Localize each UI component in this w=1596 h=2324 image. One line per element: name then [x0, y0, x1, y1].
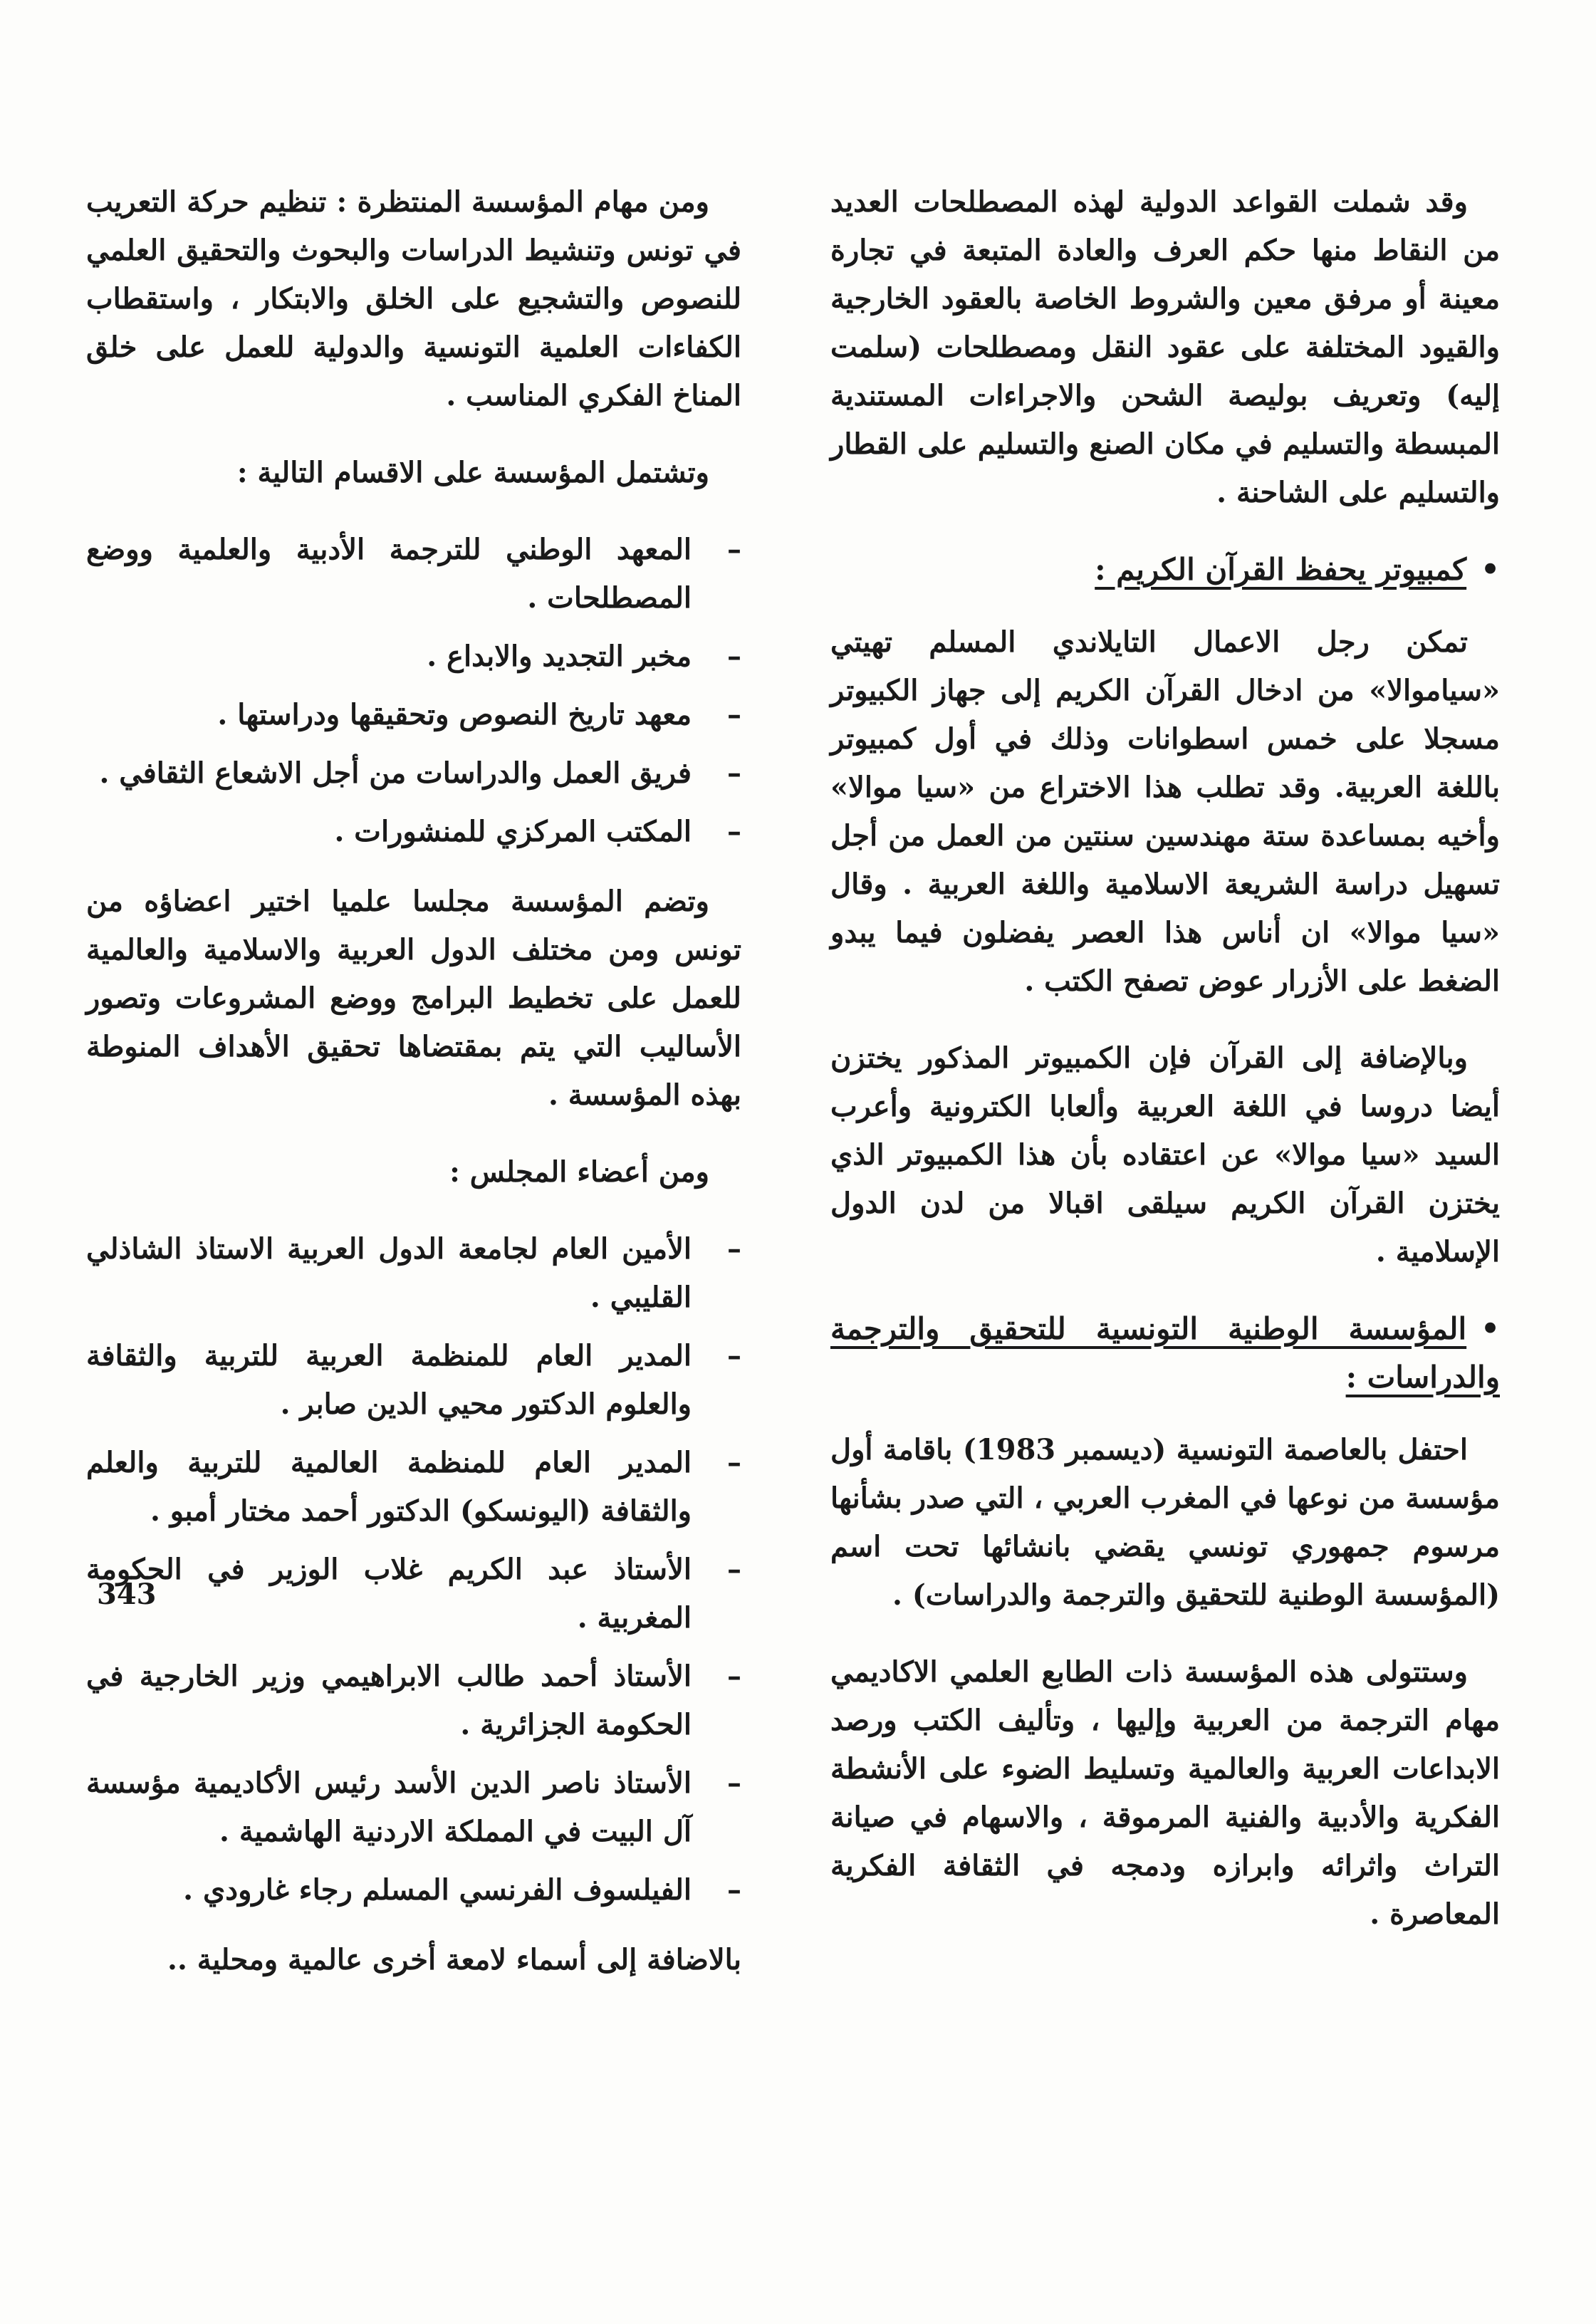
section-heading-quran-computer: •كمبيوتر يحفظ القرآن الكريم : [830, 546, 1500, 594]
paragraph-foundation-tasks: وستتولى هذه المؤسسة ذات الطابع العلمي الاكاديمي مهام الترجمة من العربية وإليها ، وتأليف الكتب ورصد الابداعات العربية والعالمية وتسليط الضوء على الأنشطة الفكرية والأدبية والفنية المرموقة ، والاسهام في صيانة التراث واثرائه وابرازه ودمجه في الثقافة الفكرية المعاصرة . [830, 1655, 1500, 1931]
paragraph-foundation-missions: ومن مهام المؤسسة المنتظرة : تنظيم حركة التعريب في تونس وتنشيط الدراسات والبحوث والتحقيق العلمي للنصوص والتشجيع على الخلق والابتكار ، واستقطاب الكفاءات العلمية التونسية والدولية للعمل على خلق المناخ الفكري المناسب . [86, 185, 741, 412]
list-item: – مخبر التجديد والابداع . [86, 632, 741, 681]
paragraph-foundation-founding: احتفل بالعاصمة التونسية (ديسمبر 1983) باقامة أول مؤسسة من نوعها في المغرب العربي ، التي صدر بشأنها مرسوم جمهوري تونسي يقضي بانشائها تحت اسم (المؤسسة الوطنية للتحقيق والترجمة والدراسات) . [830, 1433, 1500, 1612]
paragraph-closing: بالاضافة إلى أسماء لامعة أخرى عالمية ومحلية .. [167, 1943, 741, 1976]
bullet-icon: • [1481, 1311, 1500, 1346]
paragraph-scientific-council: وتضم المؤسسة مجلسا علميا اختير اعضاؤه من تونس ومن مختلف الدول العربية والاسلامية والعالمية للعمل على تخطيط البرامج ووضع المشروعات وتصور الأساليب التي يتم بمقتضاها تحقيق الأهداف المنوطة بهذه المؤسسة . [86, 885, 741, 1112]
list-item: – فريق العمل والدراسات من أجل الاشعاع الثقافي . [86, 749, 741, 798]
list-item: – الأستاذ ناصر الدين الأسد رئيس الأكاديمية مؤسسة آل البيت في المملكة الاردنية الهاشمية . [86, 1759, 741, 1856]
list-item: – الأستاذ أحمد طالب الابراهيمي وزير الخارجية في الحكومة الجزائرية . [86, 1652, 741, 1749]
paragraph-quran-computer: تمكن رجل الاعمال التايلاندي المسلم تهيتي «سياموالا» من ادخال القرآن الكريم إلى جهاز الكبيوتر مسجلا على خمس اسطوانات وذلك في أول كمبيوتر باللغة العربية. وقد تطلب هذا الاختراع من «سيا موالا» وأخيه بمساعدة ستة مهندسين سنتين من العمل من أجل تسهيل دراسة الشريعة الاسلامية واللغة العربية . وقال «سيا موالا» ان أناس هذا العصر يفضلون فيما يبدو الضغط على الأزرار عوض تصفح الكتب . [830, 625, 1500, 998]
section-heading-tunisian-foundation: •المؤسسة الوطنية التونسية للتحقيق والترجمة والدراسات : [830, 1305, 1500, 1402]
list-item: – المكتب المركزي للمنشورات . [86, 808, 741, 856]
list-item: – الفيلسوف الفرنسي المسلم رجاء غارودي . [86, 1866, 741, 1914]
page-number: 343 [97, 1578, 157, 1611]
list-item: – المدير العام للمنظمة العالمية للتربية والعلم والثقافة (اليونسكو) الدكتور أحمد مختار أمبو . [86, 1439, 741, 1536]
paragraph-incoterms: وقد شملت القواعد الدولية لهذه المصطلحات العديد من النقاط منها حكم العرف والعادة المتبعة في تجارة معينة أو مرفق معين والشروط الخاصة بالعقود الخارجية والقيود المختلفة على عقود النقل ومصطلحات (سلمت إليه) وتعريف بوليصة الشحن والاجراءات المستندية المبسطة والتسليم في مكان الصنع والتسليم على القطار والتسليم على الشاحنة . [830, 185, 1500, 509]
list-item: – الأستاذ عبد الكريم غلاب الوزير في الحكومة المغربية . [86, 1546, 741, 1642]
list-item: – الأمين العام لجامعة الدول العربية الاستاذ الشاذلي القليبي . [86, 1225, 741, 1322]
members-list [86, 1225, 741, 1914]
list-item: – المدير العام للمنظمة العربية للتربية والثقافة والعلوم الدكتور محيي الدين صابر . [86, 1332, 741, 1429]
paragraph-members-intro: ومن أعضاء المجلس : [449, 1155, 709, 1189]
list-item: – معهد تاريخ النصوص وتحقيقها ودراستها . [86, 691, 741, 739]
right-column [830, 178, 1500, 1967]
bullet-icon: • [1481, 552, 1500, 587]
left-column [86, 178, 741, 2013]
paragraph-sections-intro: وتشتمل المؤسسة على الاقسام التالية : [236, 456, 709, 489]
list-item: – المعهد الوطني للترجمة الأدبية والعلمية ووضع المصطلحات . [86, 526, 741, 622]
paragraph-quran-computer-extra: وبالإضافة إلى القرآن فإن الكمبيوتر المذكور يختزن أيضا دروسا في اللغة العربية وألعابا الكترونية وأعرب السيد «سيا موالا» عن اعتقاده بأن هذا الكمبيوتر الذي يختزن القرآن الكريم سيلقى اقبالا من لدن الدول الإسلامية . [830, 1041, 1500, 1268]
sections-list [86, 526, 741, 856]
